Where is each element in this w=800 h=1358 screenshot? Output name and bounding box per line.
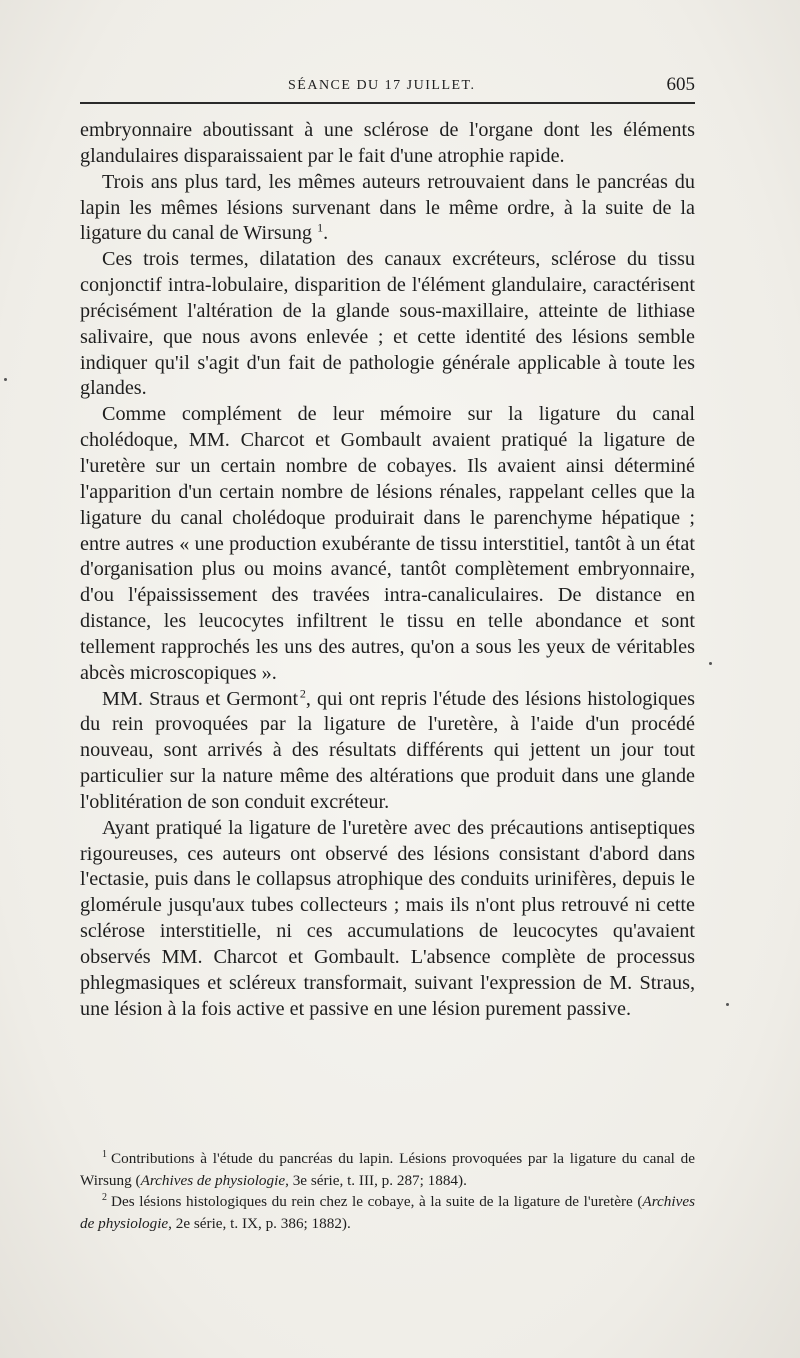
footnotes — [80, 1148, 695, 1234]
footnote-2-text: Des lésions histologiques du rein chez le cobaye, à la suite de la ligature de l'uretère ( — [111, 1193, 643, 1210]
paragraph-4 — [80, 402, 695, 686]
footnote-1-text: Contributions à l'étude du pancréas du lapin. Lésions provoquées par la ligature du canal de Wirsung ( — [80, 1150, 695, 1189]
paragraph-4-text: Comme complément de leur mémoire sur la ligature du canal cholédoque, MM. Charcot et Gombault avaient pratiqué la ligature de l'uretère sur un certain nombre de cobayes. Ils avaient ainsi déterminé l'apparition d'un certain nombre de lésions rénales, rappelant celles que la ligature du canal cholédoque produirait dans le parenchyme hépatique ; entre autres « une production exubérante de tissu interstitiel, tantôt à un état d'organisation plus ou moins avancé, tantôt complètement embryonnaire, d'ou l'épaississement des travées intra-canaliculaires. De distance en distance, les leucocytes infiltrent le tissu en telle abondance et sont tellement rapprochés les uns des autres, qu'on a sous les yeux de véritables abcès microscopiques ». — [80, 403, 695, 684]
footnote-1 — [80, 1148, 695, 1191]
footnote-1-marker: 1 — [102, 1148, 107, 1160]
footnote-2-source: Archives de physiologie — [80, 1193, 695, 1232]
paragraph-3-text: Ces trois termes, dilatation des canaux excréteurs, sclérose du tissu conjonctif intra-lobulaire, disparition de l'élément glandulaire, caractérisent précisément l'altération de la glande sous-maxillaire, atteinte de lithiase salivaire, que nous avons enlevée ; et cette identité des lésions semble indiquer qu'il s'agit d'un fait de pathologie générale applicable à toute les glandes. — [80, 248, 695, 400]
paragraph-2 — [80, 170, 695, 248]
paper-speck — [4, 378, 7, 381]
page-header — [80, 74, 695, 100]
paragraph-2-end: . — [323, 222, 329, 245]
paragraph-1 — [80, 118, 695, 170]
paragraph-6 — [80, 816, 695, 1023]
paragraph-6-text: Ayant pratiqué la ligature de l'uretère avec des précautions antiseptiques rigoureuses, ces auteurs ont observé des lésions consistant d'abord dans l'ectasie, puis dans le collapsus atrophique des conduits urinifères, depuis le glomérule jusqu'aux tubes collecteurs ; mais ils n'ont plus retrouvé ni cette sclérose interstitielle, ni ces accumulations de leucocytes qu'avaient observés MM. Charcot et Gombault. L'absence complète de processus phlegmasiques et scléreux transformait, suivant l'expression de M. Straus, une lésion à la fois active et passive en une lésion purement passive. — [80, 816, 695, 1020]
paragraph-5-rest: , qui ont repris l'étude des lésions histologiques du rein provoquées par la ligature de l'uretère, à l'aide d'un procédé nouveau, sont arrivés à des résultats différents qui jettent un jour tout particulier sur la nature même des altérations que produit dans une glande l'oblitération de son conduit excréteur. — [80, 687, 695, 813]
footnote-1-source: Archives de physiologie — [140, 1171, 286, 1189]
running-title: SÉANCE DU 17 JUILLET. — [288, 78, 476, 93]
paragraph-3 — [80, 247, 695, 402]
footnote-2-tail: , 2e série, t. IX, p. 386; 1882). — [168, 1214, 351, 1232]
paper-speck — [709, 662, 712, 665]
paper-speck — [726, 1003, 729, 1006]
footnote-ref-2[interactable]: 2 — [299, 685, 306, 700]
paragraph-5-text: MM. Straus et Germont — [102, 687, 299, 710]
paragraph-1-text: embryonnaire aboutissant à une sclérose de l'organe dont les éléments glandulaires disparaissaient par le fait d'une atrophie rapide. — [80, 119, 695, 167]
footnote-ref-1[interactable]: 1 — [317, 220, 324, 235]
paragraph-2-text: Trois ans plus tard, les mêmes auteurs retrouvaient dans le pancréas du lapin les mêmes lésions survenant dans le même ordre, à la suite de la ligature du canal de Wirsung — [80, 170, 695, 245]
footnote-2-marker: 2 — [102, 1191, 107, 1203]
body-text — [80, 118, 695, 1023]
footnote-2 — [80, 1191, 695, 1234]
paragraph-5 — [80, 687, 695, 816]
page-number: 605 — [666, 74, 695, 95]
footnote-1-tail: , 3e série, t. III, p. 287; 1884). — [285, 1171, 467, 1189]
header-rule — [80, 102, 695, 104]
